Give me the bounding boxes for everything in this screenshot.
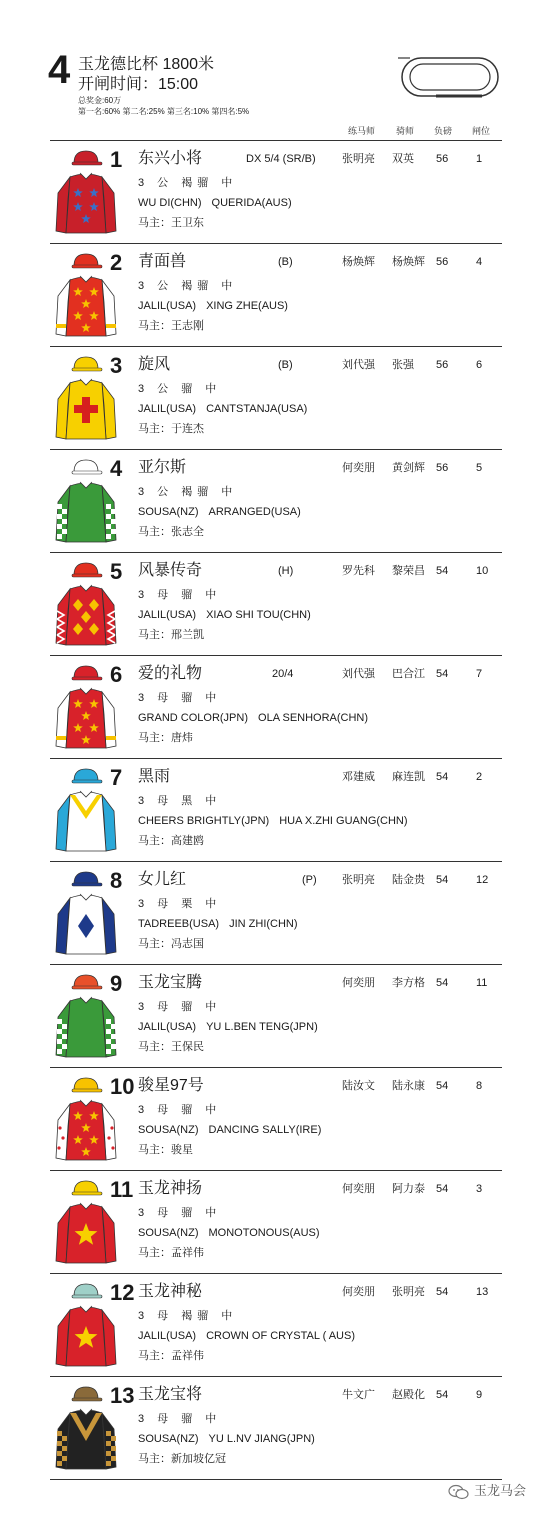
horse-dam: CANTSTANJA(USA) — [206, 403, 308, 415]
horse-weight: 54 — [436, 1389, 449, 1401]
horse-name: 黑雨 — [138, 768, 171, 785]
horse-number: 4 — [110, 456, 123, 481]
horse-name: 旋风 — [138, 356, 171, 373]
horse-trainer: 何奕朋 — [342, 977, 375, 989]
horse-name: 玉龙宝腾 — [138, 974, 203, 991]
horse-pedigree — [138, 300, 288, 313]
horse-owner: 马主：新加坡亿冠 — [138, 1453, 226, 1465]
horse-info: 3 母 骝 中 — [138, 1001, 222, 1013]
horse-pedigree — [138, 403, 307, 416]
horse-weight: 54 — [436, 1080, 449, 1092]
horse-trainer: 刘代强 — [342, 359, 375, 371]
horse-equipment: (P) — [302, 874, 317, 886]
horse-info: 3 公 褐骝 中 — [138, 280, 238, 292]
runner-row — [50, 347, 502, 450]
horse-sire: CHEERS BRIGHTLY(JPN) — [138, 815, 270, 827]
horse-weight: 56 — [436, 256, 449, 268]
runner-row — [50, 759, 502, 862]
horse-info: 3 母 骝 中 — [138, 1104, 222, 1116]
runner-list — [50, 140, 502, 1480]
horse-info: 3 母 黑 中 — [138, 795, 222, 807]
horse-name: 玉龙神扬 — [138, 1180, 203, 1197]
horse-owner: 马主：张志全 — [138, 526, 204, 538]
horse-weight: 56 — [436, 359, 449, 371]
horse-info: 3 公 褐骝 中 — [138, 486, 238, 498]
horse-name: 亚尔斯 — [138, 459, 187, 476]
horse-number: 2 — [110, 250, 123, 275]
horse-trainer: 张明亮 — [342, 153, 375, 165]
horse-info: 3 母 栗 中 — [138, 898, 222, 910]
horse-dam: HUA X.ZHI GUANG(CHN) — [279, 815, 408, 827]
race-time: 开闸时间：15:00 — [78, 76, 199, 93]
horse-dam: XIAO SHI TOU(CHN) — [206, 609, 311, 621]
horse-info: 3 母 褐骝 中 — [138, 1310, 238, 1322]
horse-name: 风暴传奇 — [138, 562, 203, 579]
horse-trainer: 何奕朋 — [342, 1183, 375, 1195]
horse-weight: 54 — [436, 1286, 449, 1298]
jockey-silk-icon — [54, 1076, 118, 1162]
race-title: 玉龙德比杯 1800米 — [78, 56, 215, 73]
horse-name: 爱的礼物 — [138, 665, 203, 682]
horse-owner: 马主：唐炜 — [138, 732, 193, 744]
horse-barrier: 3 — [476, 1183, 483, 1195]
jockey-silk-icon — [54, 561, 118, 647]
horse-sire: JALIL(USA) — [138, 300, 197, 312]
horse-pedigree — [138, 1433, 315, 1446]
horse-trainer: 何奕朋 — [342, 462, 375, 474]
footer-brand-label: 玉龙马会 — [474, 1483, 527, 1498]
wechat-icon — [448, 1484, 470, 1500]
horse-number: 10 — [110, 1074, 135, 1099]
jockey-silk-icon — [54, 1282, 118, 1368]
horse-name: 女儿红 — [138, 871, 187, 888]
horse-info: 3 母 骝 中 — [138, 692, 222, 704]
horse-sire: SOUSA(NZ) — [138, 1433, 199, 1445]
horse-jockey: 杨焕辉 — [392, 256, 425, 268]
horse-sire: SOUSA(NZ) — [138, 1227, 199, 1239]
horse-sire: GRAND COLOR(JPN) — [138, 712, 249, 724]
runner-row — [50, 553, 502, 656]
horse-jockey: 巴合江 — [392, 668, 425, 680]
horse-pedigree — [138, 609, 311, 622]
horse-sire: JALIL(USA) — [138, 1330, 197, 1342]
prize-split: 第一名:60% 第二名:25% 第三名:10% 第四名:5% — [78, 107, 250, 116]
jockey-silk-icon — [54, 664, 118, 750]
horse-info: 3 母 骝 中 — [138, 1207, 222, 1219]
footer-brand — [448, 1480, 526, 1500]
horse-owner: 马主：孟祥伟 — [138, 1247, 204, 1259]
horse-owner: 马主：冯志国 — [138, 938, 204, 950]
horse-weight: 56 — [436, 462, 449, 474]
horse-info: 3 母 骝 中 — [138, 589, 222, 601]
horse-barrier: 4 — [476, 256, 483, 268]
horse-trainer: 刘代强 — [342, 668, 375, 680]
horse-owner: 马主：王卫东 — [138, 217, 204, 229]
horse-jockey: 李方格 — [392, 977, 425, 989]
horse-weight: 54 — [436, 1183, 449, 1195]
horse-owner: 马主：高建鸥 — [138, 835, 204, 847]
horse-pedigree — [138, 197, 292, 210]
horse-name: 骏星97号 — [138, 1077, 204, 1094]
col-weight: 负磅 — [434, 126, 453, 136]
horse-equipment: (H) — [278, 565, 294, 577]
horse-equipment: (B) — [278, 359, 293, 371]
horse-owner: 马主：王保民 — [138, 1041, 204, 1053]
jockey-silk-icon — [54, 767, 118, 853]
horse-dam: MONOTONOUS(AUS) — [208, 1227, 320, 1239]
horse-dam: YU L.BEN TENG(JPN) — [206, 1021, 318, 1033]
horse-barrier: 7 — [476, 668, 483, 680]
race-header — [0, 0, 550, 140]
horse-barrier: 2 — [476, 771, 483, 783]
horse-pedigree — [138, 1330, 355, 1343]
horse-owner: 马主：孟祥伟 — [138, 1350, 204, 1362]
track-diagram-icon — [396, 54, 504, 102]
runner-row — [50, 656, 502, 759]
horse-barrier: 9 — [476, 1389, 483, 1401]
horse-sire: JALIL(USA) — [138, 403, 197, 415]
horse-weight: 54 — [436, 874, 449, 886]
horse-pedigree — [138, 506, 301, 519]
horse-trainer: 陆汝文 — [342, 1080, 375, 1092]
horse-owner: 马主：于连杰 — [138, 423, 204, 435]
horse-barrier: 13 — [476, 1286, 489, 1298]
horse-jockey: 赵殿化 — [392, 1389, 425, 1401]
horse-sire: SOUSA(NZ) — [138, 1124, 199, 1136]
horse-barrier: 8 — [476, 1080, 483, 1092]
horse-equipment: (B) — [278, 256, 293, 268]
horse-dam: QUERIDA(AUS) — [211, 197, 292, 209]
horse-pedigree — [138, 1021, 318, 1034]
horse-info: 3 公 褐骝 中 — [138, 177, 238, 189]
horse-jockey: 陆金贵 — [392, 874, 425, 886]
horse-jockey: 张明亮 — [392, 1286, 425, 1298]
jockey-silk-icon — [54, 870, 118, 956]
horse-number: 1 — [110, 147, 123, 172]
horse-sire: JALIL(USA) — [138, 1021, 197, 1033]
horse-sire: TADREEB(USA) — [138, 918, 220, 930]
horse-trainer: 杨焕辉 — [342, 256, 375, 268]
col-barrier: 闸位 — [472, 126, 491, 136]
horse-number: 5 — [110, 559, 123, 584]
runner-row — [50, 1171, 502, 1274]
horse-trainer: 何奕朋 — [342, 1286, 375, 1298]
prize-total: 总奖金:60万 — [78, 96, 122, 105]
horse-equipment: 20/4 — [272, 668, 294, 680]
horse-jockey: 阿力泰 — [392, 1183, 425, 1195]
horse-number: 6 — [110, 662, 123, 687]
horse-weight: 54 — [436, 771, 449, 783]
horse-trainer: 张明亮 — [342, 874, 375, 886]
horse-pedigree — [138, 712, 368, 725]
horse-weight: 54 — [436, 668, 449, 680]
horse-info: 3 公 骝 中 — [138, 383, 222, 395]
horse-owner: 马主：邢兰凯 — [138, 629, 204, 641]
horse-name: 青面兽 — [138, 253, 187, 270]
runner-row — [50, 965, 502, 1068]
horse-sire: JALIL(USA) — [138, 609, 197, 621]
horse-equipment: DX 5/4 (SR/B) — [246, 153, 316, 165]
horse-weight: 54 — [436, 565, 449, 577]
jockey-silk-icon — [54, 458, 118, 544]
horse-barrier: 5 — [476, 462, 483, 474]
horse-number: 9 — [110, 971, 123, 996]
horse-weight: 54 — [436, 977, 449, 989]
horse-jockey: 张强 — [392, 359, 414, 371]
col-jockey: 骑师 — [396, 126, 415, 136]
horse-pedigree — [138, 1124, 321, 1137]
horse-name: 玉龙神秘 — [138, 1283, 203, 1300]
horse-barrier: 6 — [476, 359, 483, 371]
horse-number: 7 — [110, 765, 123, 790]
runner-row — [50, 450, 502, 553]
horse-owner: 马主：骏星 — [138, 1144, 193, 1156]
horse-number: 8 — [110, 868, 123, 893]
runner-row — [50, 1377, 502, 1480]
horse-barrier: 12 — [476, 874, 489, 886]
horse-dam: JIN ZHI(CHN) — [229, 918, 298, 930]
horse-pedigree — [138, 1227, 320, 1240]
col-trainer: 练马师 — [348, 126, 376, 136]
horse-pedigree — [138, 815, 408, 828]
horse-pedigree — [138, 918, 298, 931]
jockey-silk-icon — [54, 1385, 118, 1471]
horse-barrier: 1 — [476, 153, 483, 165]
jockey-silk-icon — [54, 149, 118, 235]
horse-number: 3 — [110, 353, 123, 378]
horse-jockey: 陆永康 — [392, 1080, 425, 1092]
jockey-silk-icon — [54, 355, 118, 441]
runner-row — [50, 141, 502, 244]
horse-trainer: 邓建威 — [342, 771, 375, 783]
horse-number: 12 — [110, 1280, 135, 1305]
jockey-silk-icon — [54, 973, 118, 1059]
horse-name: 玉龙宝将 — [138, 1386, 203, 1403]
runner-row — [50, 1068, 502, 1171]
horse-trainer: 罗先科 — [342, 565, 375, 577]
horse-jockey: 双英 — [392, 153, 414, 165]
runner-row — [50, 244, 502, 347]
horse-dam: CROWN OF CRYSTAL ( AUS) — [206, 1330, 355, 1342]
runner-row — [50, 1274, 502, 1377]
runner-row — [50, 862, 502, 965]
horse-trainer: 牛文广 — [342, 1389, 375, 1401]
horse-jockey: 黄剑辉 — [392, 462, 425, 474]
horse-dam: OLA SENHORA(CHN) — [258, 712, 369, 724]
horse-barrier: 10 — [476, 565, 489, 577]
horse-dam: ARRANGED(USA) — [208, 506, 301, 518]
jockey-silk-icon — [54, 1179, 118, 1265]
horse-sire: SOUSA(NZ) — [138, 506, 199, 518]
horse-number: 13 — [110, 1383, 135, 1408]
horse-barrier: 11 — [476, 977, 488, 989]
horse-name: 东兴小将 — [138, 150, 203, 167]
horse-sire: WU DI(CHN) — [138, 197, 202, 209]
horse-weight: 56 — [436, 153, 449, 165]
jockey-silk-icon — [54, 252, 118, 338]
race-number: 4 — [48, 48, 71, 92]
horse-jockey: 黎荣昌 — [392, 565, 425, 577]
horse-jockey: 麻连凯 — [392, 771, 425, 783]
horse-dam: YU L.NV JIANG(JPN) — [208, 1433, 315, 1445]
horse-dam: XING ZHE(AUS) — [206, 300, 288, 312]
horse-dam: DANCING SALLY(IRE) — [208, 1124, 322, 1136]
horse-owner: 马主：王志刚 — [138, 320, 204, 332]
horse-info: 3 母 骝 中 — [138, 1413, 222, 1425]
horse-number: 11 — [110, 1177, 134, 1202]
